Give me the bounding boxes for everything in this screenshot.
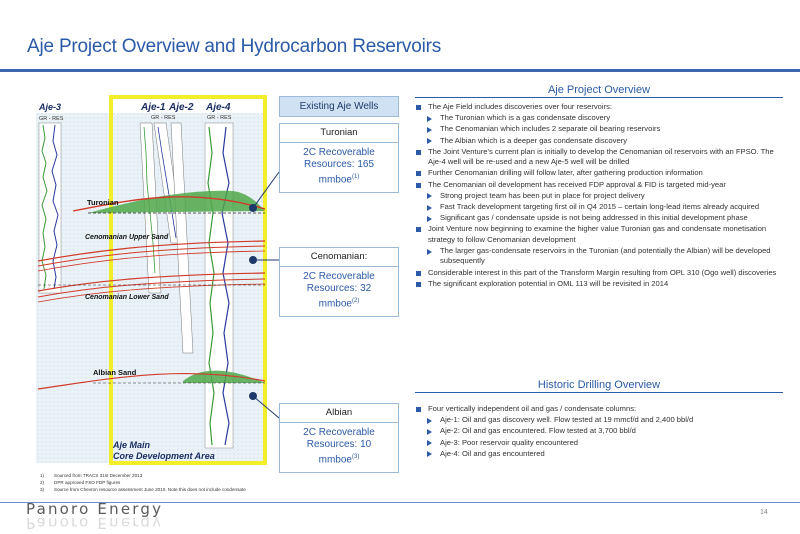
overview-rule — [415, 97, 783, 98]
resource-box-turonian — [279, 123, 399, 193]
horizon-label-cenomanian-upper: Cenomanian Upper Sand — [85, 234, 169, 241]
sub-bullet-item: Aje-3: Poor reservoir quality encountered — [413, 438, 783, 448]
drilling-bullets — [413, 404, 783, 460]
well-label: Aje-2 — [169, 102, 194, 113]
resource-box-cenomanian — [279, 247, 399, 317]
log-label: GR - RES — [151, 115, 176, 121]
well-label: Aje-3 — [39, 102, 62, 112]
resource-value: 2C Recoverable Resources: 165 mmboe$^{(1)}$ — [303, 147, 375, 186]
sub-bullet-item: Aje-4: Oil and gas encountered — [413, 449, 783, 459]
resource-value: 2C Recoverable Resources: 32 mmboe$^{(2)}$ — [303, 271, 375, 310]
footnote: 2) DPR approved FSO FDP figures — [40, 480, 121, 485]
bullet-item: The Cenomanian oil development has received FDP approval & FID is targeted mid-year — [413, 180, 783, 190]
sub-bullet-item: The larger gas-condensate reservoirs in the Turonian (and potentially the Albian) will be developed subsequently — [413, 246, 783, 267]
sub-bullet-item: The Cenomanian which includes 2 separate oil bearing reservoirs — [413, 124, 783, 134]
bullet-item: The Aje Field includes discoveries over four reservoirs: — [413, 102, 783, 112]
well-label: Aje-4 — [206, 102, 231, 113]
page-number: 14 — [760, 509, 768, 516]
footnote: 3) Source from Chevron resource assessment June 2010. Note this does not include condensate — [40, 487, 246, 492]
footnote: 1) Sourced from TRACS 31st December 2013 — [40, 473, 143, 478]
sub-bullet-item: The Albian which is a deeper gas condensate discovery — [413, 136, 783, 146]
drilling-rule — [415, 392, 783, 393]
sub-bullet-item: The Turonian which is a gas condensate discovery — [413, 113, 783, 123]
sub-bullet-item: Strong project team has been put in place for project delivery — [413, 191, 783, 201]
existing-wells-header: Existing Aje Wells — [279, 96, 399, 117]
horizon-label-albian: Albian Sand — [93, 368, 137, 377]
area-label: Aje Main Core Development Area — [113, 440, 215, 461]
resource-name: Albian — [280, 404, 398, 423]
brand-logo-reflection: Panoro Energy — [26, 514, 164, 532]
resource-box-albian — [279, 403, 399, 473]
horizon-label-turonian: Turonian — [87, 198, 119, 207]
sub-bullet-item: Significant gas / condensate upside is not being addressed in this initial development phase — [413, 213, 783, 223]
bullet-item: Four vertically independent oil and gas / condensate columns: — [413, 404, 783, 414]
overview-heading: Aje Project Overview — [547, 84, 651, 96]
bullet-item: The Joint Venture's current plan is initially to develop the Cenomanian oil reservoirs with an FPSO. The Aje-4 well will be re-used and a new Aje-5 well will be drilled — [413, 147, 783, 168]
overview-bullets — [413, 102, 783, 290]
bullet-item: The significant exploration potential in OML 113 will be revisited in 2014 — [413, 279, 783, 289]
resource-name: Cenomanian: — [280, 248, 398, 267]
page-title: Aje Project Overview and Hydrocarbon Reservoirs — [27, 36, 442, 57]
sub-bullet-item: Fast Track development targeting first oil in Q4 2015 – certain long-lead items already acquired — [413, 202, 783, 212]
drilling-heading: Historic Drilling Overview — [537, 379, 661, 391]
horizon-label-cenomanian-lower: Cenomanian Lower Sand — [85, 294, 169, 301]
log-label: GR - RES — [207, 115, 232, 121]
well-label: Aje-1 — [141, 102, 166, 113]
bullet-item: Joint Venture now beginning to examine the higher value Turonian gas and condensate monetisation strategy to follow Cenomanian development — [413, 224, 783, 245]
resource-value: 2C Recoverable Resources: 10 mmboe$^{(3)}$ — [303, 427, 375, 466]
sub-bullet-item: Aje-1: Oil and gas discovery well. Flow tested at 19 mmcf/d and 2,400 bbl/d — [413, 415, 783, 425]
sub-bullet-item: Aje-2: Oil and gas encountered. Flow tested at 3,700 bbl/d — [413, 426, 783, 436]
bullet-item: Considerable interest in this part of the Transform Margin resulting from OPL 310 (Ogo well) discoveries — [413, 268, 783, 278]
log-label: GR - RES — [39, 116, 64, 122]
brand-logo: Panoro Energy — [26, 500, 164, 518]
resource-name: Turonian — [280, 124, 398, 143]
bullet-item: Further Cenomanian drilling will follow later, after gathering production information — [413, 168, 783, 178]
